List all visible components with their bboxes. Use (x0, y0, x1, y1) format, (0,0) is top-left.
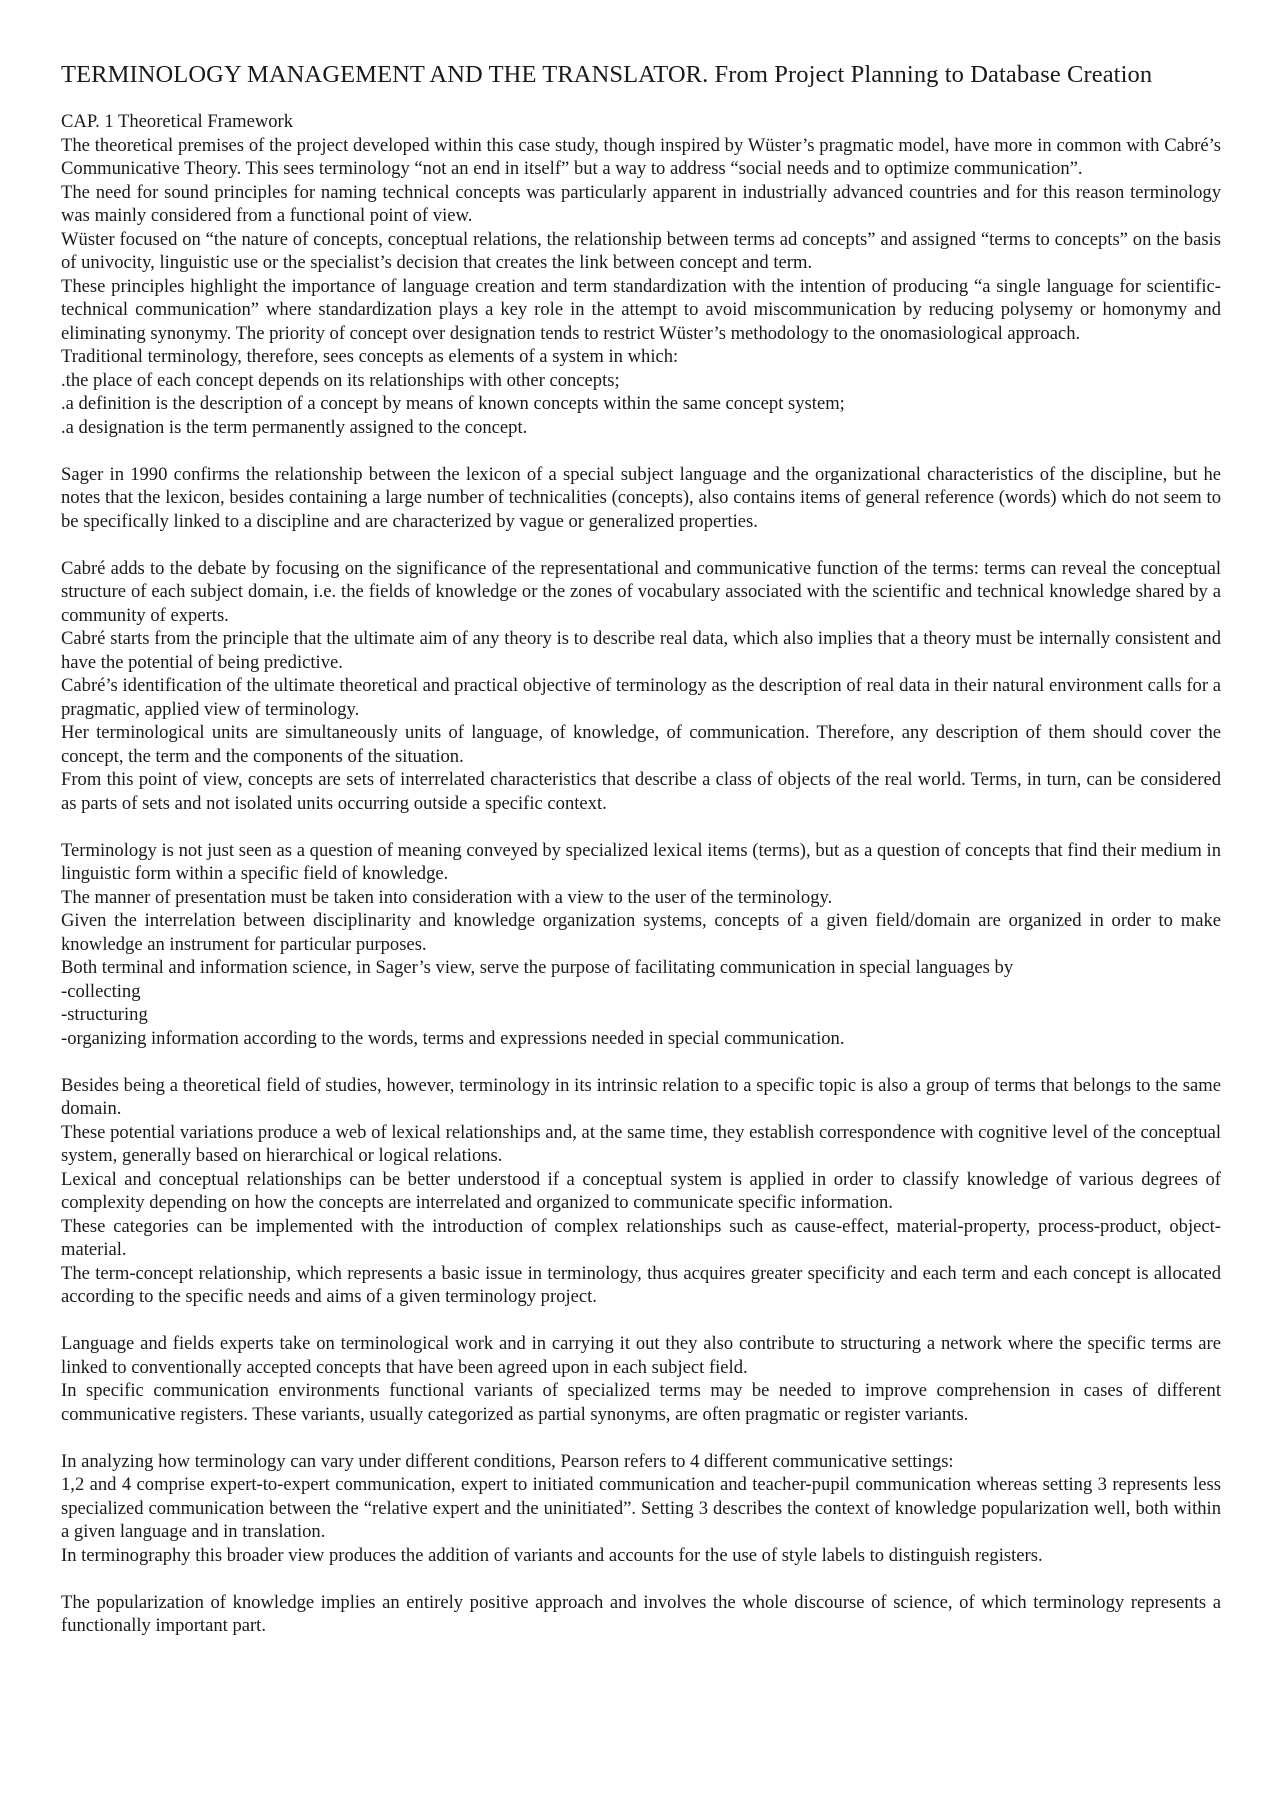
paragraph: Sager in 1990 confirms the relationship between the lexicon of a special subject language and the organizational characteristics of the discipline, but he notes that the lexicon, besides containing a large number of technicalities (concepts), also contains items of general reference (words) which do not seem to be specifically linked to a discipline and are characterized by vague or generalized properties. (61, 463, 1221, 532)
text-section (61, 557, 1221, 816)
paragraph: Terminology is not just seen as a question of meaning conveyed by specialized lexical items (terms), but as a question of concepts that find their medium in linguistic form within a specific field of knowledge. (61, 839, 1221, 884)
paragraph: These principles highlight the importance of language creation and term standardization with the intention of producing “a single language for scientific-technical communication” where standardization plays a key role in the attempt to avoid miscommunication by reducing polysemy or homonymy and eliminating synonymy. The priority of concept over designation tends to restrict Wüster’s methodology to the onomasiological approach. (61, 275, 1221, 344)
paragraph: The manner of presentation must be taken into consideration with a view to the user of the terminology. (61, 886, 833, 908)
paragraph: Her terminological units are simultaneously units of language, of knowledge, of communication. Therefore, any description of them should cover the concept, the term and the components of the situation. (61, 722, 1221, 767)
document-body (61, 134, 1221, 1638)
document-page (61, 58, 1221, 1638)
paragraph: -organizing information according to the words, terms and expressions needed in special communication. (61, 1027, 845, 1049)
paragraph: Traditional terminology, therefore, sees concepts as elements of a system in which: (61, 346, 679, 367)
paragraph: -structuring (61, 1004, 148, 1025)
paragraph: 1,2 and 4 comprise expert-to-expert communication, expert to initiated communication and teacher-pupil communication whereas setting 3 represents less specialized communication between the “relative expert and the uninitiated”. Setting 3 describes the context of knowledge popularization well, both within a given language and in translation. (61, 1474, 1221, 1542)
paragraph: Cabré starts from the principle that the ultimate aim of any theory is to describe real data, which also implies that a theory must be internally consistent and have the potential of being predictive. (61, 628, 1221, 673)
paragraph: Cabré’s identification of the ultimate theoretical and practical objective of terminology as the description of real data in their natural environment calls for a pragmatic, applied view of terminology. (61, 675, 1221, 720)
paragraph: The theoretical premises of the project developed within this case study, though inspired by Wüster’s pragmatic model, have more in common with Cabré’s Communicative Theory. This sees terminology “not an end in itself” but a way to address “social needs and to optimize communication”. (61, 134, 1221, 179)
paragraph: In specific communication environments functional variants of specialized terms may be needed to improve comprehension in cases of different communicative registers. These variants, usually categorized as partial synonyms, are often pragmatic or register variants. (61, 1380, 1221, 1425)
paragraph: Cabré adds to the debate by focusing on the significance of the representational and communicative function of the terms: terms can reveal the conceptual structure of each subject domain, i.e. the fields of knowledge or the zones of vocabulary associated with the scientific and technical knowledge shared by a community of experts. (61, 557, 1221, 626)
text-section (61, 1591, 1221, 1638)
paragraph: .a definition is the description of a concept by means of known concepts within the same concept system; (61, 393, 845, 414)
paragraph: Wüster focused on “the nature of concepts, conceptual relations, the relationship between terms ad concepts” and assigned “terms to concepts” on the basis of univocity, linguistic use or the specialist’s decision that creates the link between concept and term. (61, 228, 1221, 273)
paragraph: -collecting (61, 980, 141, 1002)
paragraph: These categories can be implemented with the introduction of complex relationships such as cause-effect, material-property, process-product, object-material. (61, 1215, 1221, 1260)
paragraph: These potential variations produce a web of lexical relationships and, at the same time, they establish correspondence with cognitive level of the conceptual system, generally based on hierarchical or logical relations. (61, 1121, 1221, 1166)
paragraph: Both terminal and information science, in Sager’s view, serve the purpose of facilitating communication in special languages by (61, 957, 1014, 978)
text-section (61, 1074, 1221, 1309)
paragraph: The need for sound principles for naming technical concepts was particularly apparent in industrially advanced countries and for this reason terminology was mainly considered from a functional point of view. (61, 181, 1221, 226)
text-section (61, 839, 1221, 1051)
paragraph: From this point of view, concepts are sets of interrelated characteristics that describe a class of objects of the real world. Terms, in turn, can be considered as parts of sets and not isolated units occurring outside a specific context. (61, 769, 1221, 814)
text-section (61, 1450, 1221, 1568)
paragraph: The popularization of knowledge implies an entirely positive approach and involves the whole discourse of science, of which terminology represents a functionally important part. (61, 1591, 1221, 1636)
paragraph: .a designation is the term permanently assigned to the concept. (61, 416, 528, 438)
paragraph: Lexical and conceptual relationships can be better understood if a conceptual system is applied in order to classify knowledge of various degrees of complexity depending on how the concepts are interrelated and organized to communicate specific information. (61, 1168, 1221, 1213)
paragraph: .the place of each concept depends on its relationships with other concepts; (61, 369, 620, 391)
document-title: TERMINOLOGY MANAGEMENT AND THE TRANSLATOR. From Project Planning to Database Creation (61, 61, 1153, 88)
paragraph: Language and fields experts take on terminological work and in carrying it out they also contribute to structuring a network where the specific terms are linked to conventionally accepted concepts that have been agreed upon in each subject field. (61, 1333, 1221, 1378)
text-section (61, 463, 1221, 534)
paragraph: In terminography this broader view produces the addition of variants and accounts for the use of style labels to distinguish registers. (61, 1544, 1043, 1566)
text-section (61, 1332, 1221, 1426)
paragraph: Besides being a theoretical field of studies, however, terminology in its intrinsic relation to a specific topic is also a group of terms that belongs to the same domain. (61, 1074, 1221, 1119)
paragraph: The term-concept relationship, which represents a basic issue in terminology, thus acquires greater specificity and each term and each concept is allocated according to the specific needs and aims of a given terminology project. (61, 1262, 1221, 1307)
chapter-heading: CAP. 1 Theoretical Framework (61, 111, 294, 132)
text-section (61, 134, 1221, 440)
paragraph: In analyzing how terminology can vary under different conditions, Pearson refers to 4 different communicative settings: (61, 1450, 954, 1472)
paragraph: Given the interrelation between disciplinarity and knowledge organization systems, concepts of a given field/domain are organized in order to make knowledge an instrument for particular purposes. (61, 910, 1221, 955)
